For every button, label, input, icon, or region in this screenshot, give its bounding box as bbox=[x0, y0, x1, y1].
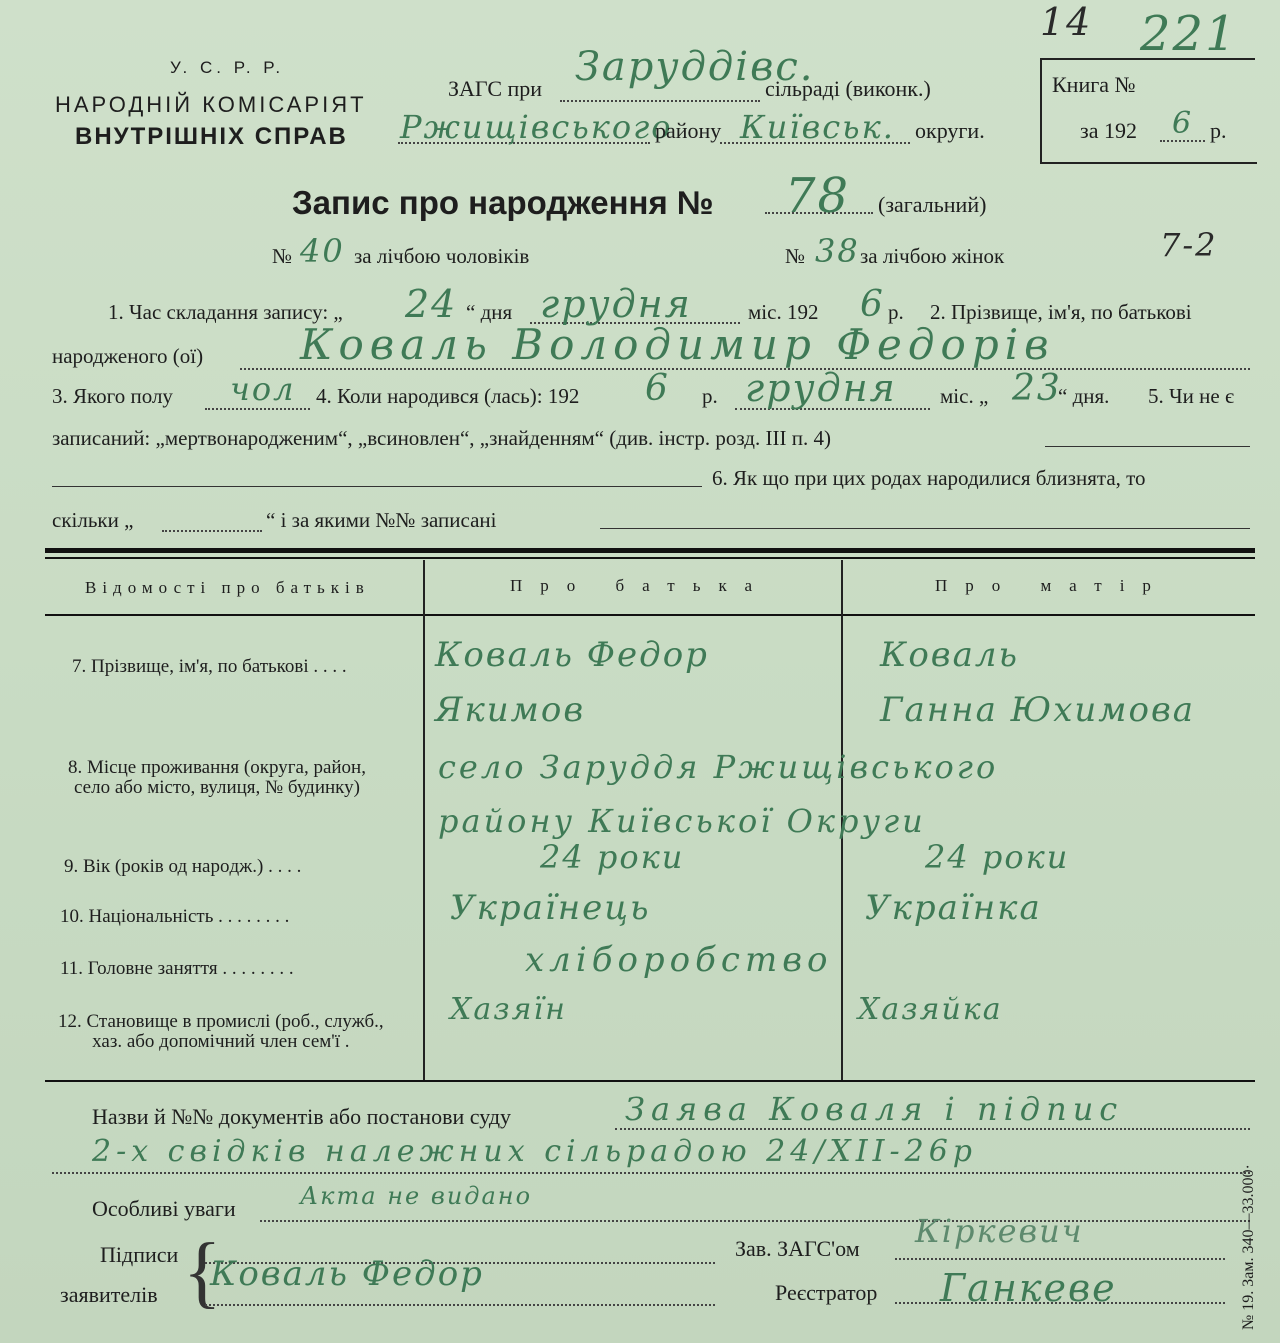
father-age-handwritten: 24 роки bbox=[540, 838, 685, 876]
field4-label: 4. Коли народився (лась): 192 bbox=[316, 384, 580, 408]
documents-handwritten-2: 2-х свідків належних сільрадою 24/XII-26р bbox=[92, 1134, 977, 1169]
field1-month-handwritten: грудня bbox=[540, 282, 692, 326]
field6-label: 6. Як що при цих родах народилися близнята, то bbox=[712, 466, 1146, 490]
mother-nationality-handwritten: Українка bbox=[865, 888, 1042, 928]
row8-label: 8. Місце проживання (округа, район, село або місто, вулиця, № будинку) bbox=[68, 757, 366, 798]
record-title: Запис про народження № bbox=[292, 184, 714, 221]
zags-village-handwritten: Заруддівс. bbox=[575, 44, 815, 90]
field5-cont: записаний: „мертвонародженим“, „всиновлен“, „знайденням“ (див. інстр. розд. III п. 4) bbox=[52, 426, 831, 450]
field6-cont-a: скільки „ bbox=[52, 508, 134, 532]
table-top-rule-thin bbox=[45, 557, 1255, 559]
residence-handwritten: село Заруддя Ржищівського району Київської Округи bbox=[438, 748, 999, 840]
field6-cont-b: “ і за якими №№ записані bbox=[266, 508, 497, 532]
side-print-code: № 19. Зам. 340—33.000· bbox=[1240, 1164, 1257, 1330]
corner-mark-handwritten: 7-2 bbox=[1160, 226, 1218, 264]
women-no-sign: № bbox=[785, 244, 806, 268]
table-header-mother: Про матір bbox=[935, 576, 1169, 595]
row10-label: 10. Національність . . . . . . . . bbox=[60, 906, 290, 927]
zags-okruha-suffix: округи. bbox=[915, 118, 985, 143]
row7-label: 7. Прізвище, ім'я, по батькові . . . . bbox=[72, 656, 347, 677]
registrar-signature-handwritten: Ганкеве bbox=[940, 1266, 1117, 1310]
record-general-label: (загальний) bbox=[878, 192, 987, 217]
field4-year-suffix: р. bbox=[702, 384, 718, 408]
women-count-label: за лічбою жінок bbox=[860, 244, 1005, 268]
documents-line-2 bbox=[52, 1172, 1250, 1174]
field1-label: 1. Час складання запису: „ bbox=[108, 300, 343, 324]
men-count-handwritten: 40 bbox=[300, 232, 345, 270]
table-header-father: Про батька bbox=[510, 576, 771, 595]
documents-line-1 bbox=[615, 1128, 1250, 1130]
sex-handwritten: чол bbox=[230, 370, 296, 408]
table-top-rule bbox=[45, 548, 1255, 553]
father-nationality-handwritten: Українець bbox=[450, 888, 651, 928]
field6-pre-line bbox=[52, 486, 702, 487]
zags-head-signature-handwritten: Кіркевич bbox=[915, 1212, 1084, 1250]
field6-count-line bbox=[162, 530, 262, 532]
record-number-handwritten: 78 bbox=[785, 168, 851, 224]
mother-name-handwritten: Коваль Ганна Юхимова bbox=[880, 635, 1196, 730]
zags-prefix: ЗАГС при bbox=[448, 76, 543, 101]
row12-label: 12. Становище в промислі (роб., служб., хаз. або допомічний член сем'ї . bbox=[58, 1011, 384, 1052]
zags-head-line bbox=[895, 1258, 1225, 1260]
field1-year-handwritten: 6 bbox=[860, 284, 885, 325]
notes-line bbox=[260, 1220, 1250, 1222]
field4-day-handwritten: 23 bbox=[1012, 368, 1062, 409]
field3-line bbox=[205, 408, 310, 410]
field1-day-handwritten: 24 bbox=[405, 282, 458, 326]
field5-label: 5. Чи не є bbox=[1148, 384, 1234, 408]
zags-district-suffix: району bbox=[655, 118, 722, 143]
ussr-label: У. С. Р. Р. bbox=[170, 58, 285, 77]
field4-year-handwritten: 6 bbox=[645, 368, 670, 409]
notes-label: Особливі уваги bbox=[92, 1196, 236, 1221]
book-year-handwritten: 6 bbox=[1172, 106, 1194, 141]
table-bottom-rule bbox=[45, 1080, 1255, 1082]
table-header-rule bbox=[45, 614, 1255, 616]
zags-okruha-handwritten: Київськ. bbox=[740, 108, 895, 146]
table-col-divider-1 bbox=[423, 560, 425, 1080]
father-name-handwritten: Коваль Федор Якимов bbox=[435, 635, 709, 730]
zags-village-suffix: сільраді (виконк.) bbox=[765, 76, 931, 101]
zags-head-label: Зав. ЗАГС'ом bbox=[735, 1236, 860, 1261]
field5-line bbox=[1045, 446, 1250, 447]
field4-month-handwritten: грудня bbox=[745, 366, 897, 410]
registrar-label: Реєстратор bbox=[775, 1280, 878, 1305]
field3-label: 3. Якого полу bbox=[52, 384, 173, 408]
field6-numbers-line bbox=[600, 528, 1250, 529]
row9-label: 9. Вік (років од нарoдж.) . . . . bbox=[64, 856, 302, 877]
signatures-brace: { bbox=[183, 1228, 222, 1316]
field1-month-suffix: міс. 192 bbox=[748, 300, 819, 324]
field2-label: 2. Прізвище, ім'я, по батькові bbox=[930, 300, 1192, 324]
ministry-label: ВНУТРІШНІХ СПРАВ bbox=[75, 123, 348, 150]
child-name-handwritten: Коваль Володимир Федорів bbox=[300, 320, 1055, 369]
row11-label: 11. Головне заняття . . . . . . . . bbox=[60, 958, 294, 979]
book-label: Книга № bbox=[1052, 72, 1136, 97]
field4-month-suffix: міс. „ bbox=[940, 384, 989, 408]
men-count-label: за лічбою чоловіків bbox=[354, 244, 530, 268]
mother-age-handwritten: 24 роки bbox=[925, 838, 1070, 876]
field2-cont-label: народженого (ої) bbox=[52, 344, 204, 368]
occupation-handwritten: хліборобство bbox=[525, 940, 833, 980]
men-no-sign: № bbox=[272, 244, 293, 268]
book-corner-handwritten: 14 bbox=[1040, 0, 1093, 44]
zags-village-line bbox=[560, 100, 760, 102]
mother-status-handwritten: Хазяйка bbox=[858, 992, 1003, 1027]
documents-handwritten-1: Заява Коваля і підпис bbox=[625, 1090, 1124, 1128]
book-year-suffix: р. bbox=[1210, 118, 1227, 143]
applicant-signature-handwritten: Коваль Федор bbox=[210, 1254, 484, 1294]
signature-line-2 bbox=[205, 1304, 715, 1306]
zags-district-handwritten: Ржищівського bbox=[400, 108, 673, 146]
signatures-label-1: Підписи bbox=[100, 1242, 179, 1267]
field4-day-suffix: “ дня. bbox=[1058, 384, 1110, 408]
commissariat-label: НАРОДНІЙ КОМІСАРІЯТ bbox=[55, 92, 367, 117]
documents-label: Назви й №№ документів або постанови суду bbox=[92, 1104, 512, 1129]
father-status-handwritten: Хазяїн bbox=[450, 992, 567, 1027]
table-header-parents: Відомості про батьків bbox=[85, 578, 370, 597]
field1-day-suffix: “ дня bbox=[466, 300, 513, 324]
book-year-prefix: за 192 bbox=[1080, 118, 1137, 143]
signatures-label-2: заявителів bbox=[60, 1282, 158, 1307]
women-count-handwritten: 38 bbox=[815, 232, 860, 270]
field1-year-suffix: р. bbox=[888, 300, 904, 324]
book-number-handwritten: 221 bbox=[1140, 6, 1238, 62]
notes-handwritten: Акта не видано bbox=[300, 1182, 533, 1210]
